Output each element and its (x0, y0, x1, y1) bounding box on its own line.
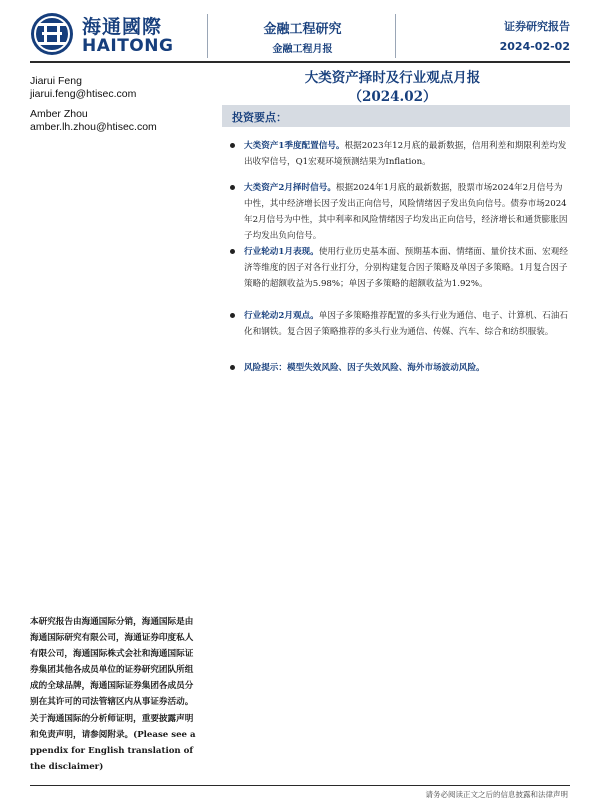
author-email[interactable]: amber.lh.zhou@htisec.com (30, 121, 157, 133)
highlights-heading: 投资要点： (232, 111, 287, 124)
bullet-dot-icon (230, 185, 235, 190)
highlight-text (244, 244, 570, 292)
highlight-lead: 风险提示： (244, 363, 287, 373)
sub-department-label: 金融工程月报 (272, 44, 333, 55)
author-name: Amber Zhou (30, 108, 88, 120)
author-email[interactable]: jiarui.feng@htisec.com (30, 88, 137, 100)
highlight-body: 使用行业历史基本面、预期基本面、情绪面、量价技术面、宏观经济等维度的因子对各行业打分，分别构建复合因子策略及单因子多策略。1月复合因子策略的超额收益为5.98%；单因子多策略的超额收益为1.92%。 (244, 247, 568, 289)
header-divider (395, 14, 396, 58)
highlight-body: 根据2024年1月底的最新数据，股票市场2024年2月信号为中性，其中经济增长因子发出正向信号，风险情绪因子发出负向信号。债券市场2024年2月信号为中性，其中利率和风险情绪因子均发出正向信号，经济增长和通货膨胀因子均发出负向信号。 (244, 183, 568, 241)
bullet-dot-icon (230, 249, 235, 254)
header-rule (30, 61, 570, 63)
highlight-text (244, 180, 570, 244)
highlight-lead: 大类资产2月择时信号。 (244, 183, 336, 193)
footer-rule (30, 785, 570, 786)
haitong-emblem-icon (30, 12, 74, 56)
highlight-text (244, 138, 570, 170)
report-title: 大类资产择时及行业观点月报 (304, 70, 481, 86)
haitong-logo (30, 10, 210, 58)
highlights-header-band (222, 105, 570, 127)
logo-english-text: HAITONG (82, 36, 174, 56)
highlight-body: 模型失效风险、因子失效风险、海外市场波动风险。 (286, 363, 485, 373)
header-divider (207, 14, 208, 58)
bullet-dot-icon (230, 365, 235, 370)
logo-chinese-text: 海通國際 (82, 16, 163, 38)
highlight-body: 根据2023年12月底的最新数据，信用利差和期限利差均发出收窄信号，Q1宏观环境预测结果为Inflation。 (244, 141, 567, 167)
highlight-lead: 行业轮动1月表现。 (244, 247, 319, 257)
department-label: 金融工程研究 (263, 22, 342, 37)
bullet-dot-icon (230, 313, 235, 318)
author-name: Jiarui Feng (30, 75, 82, 87)
bullet-dot-icon (230, 143, 235, 148)
highlight-text (244, 308, 570, 340)
footer-notice: 请务必阅读正文之后的信息披露和法律声明 (425, 790, 568, 799)
report-title-period: （2024.02） (348, 89, 437, 105)
highlight-lead: 大类资产1季度配置信号。 (244, 141, 345, 151)
distribution-disclaimer: 本研究报告由海通国际分销，海通国际是由海通国际研究有限公司，海通证券印度私人有限公司，海通国际株式会社和海通国际证券集团其他各成员单位的证券研究团队所组成的全球品牌，海通国际证券集团各成员分别在其许可的司法管辖区内从事证券活动。关于海通国际的分析师证明，重要披露声明和免责声明，请参阅附录。(Please see appendix for English translation of the disclaimer) (30, 617, 196, 772)
highlight-body: 单因子多策略推荐配置的多头行业为通信、电子、计算机、石油石化和钢铁。复合因子策略推荐的多头行业为通信、传媒、汽车、综合和纺织服装。 (244, 311, 568, 337)
highlight-lead: 行业轮动2月观点。 (244, 311, 319, 321)
highlight-text (244, 360, 570, 376)
report-date: 2024-02-02 (499, 40, 570, 53)
report-type-label: 证券研究报告 (504, 20, 570, 33)
